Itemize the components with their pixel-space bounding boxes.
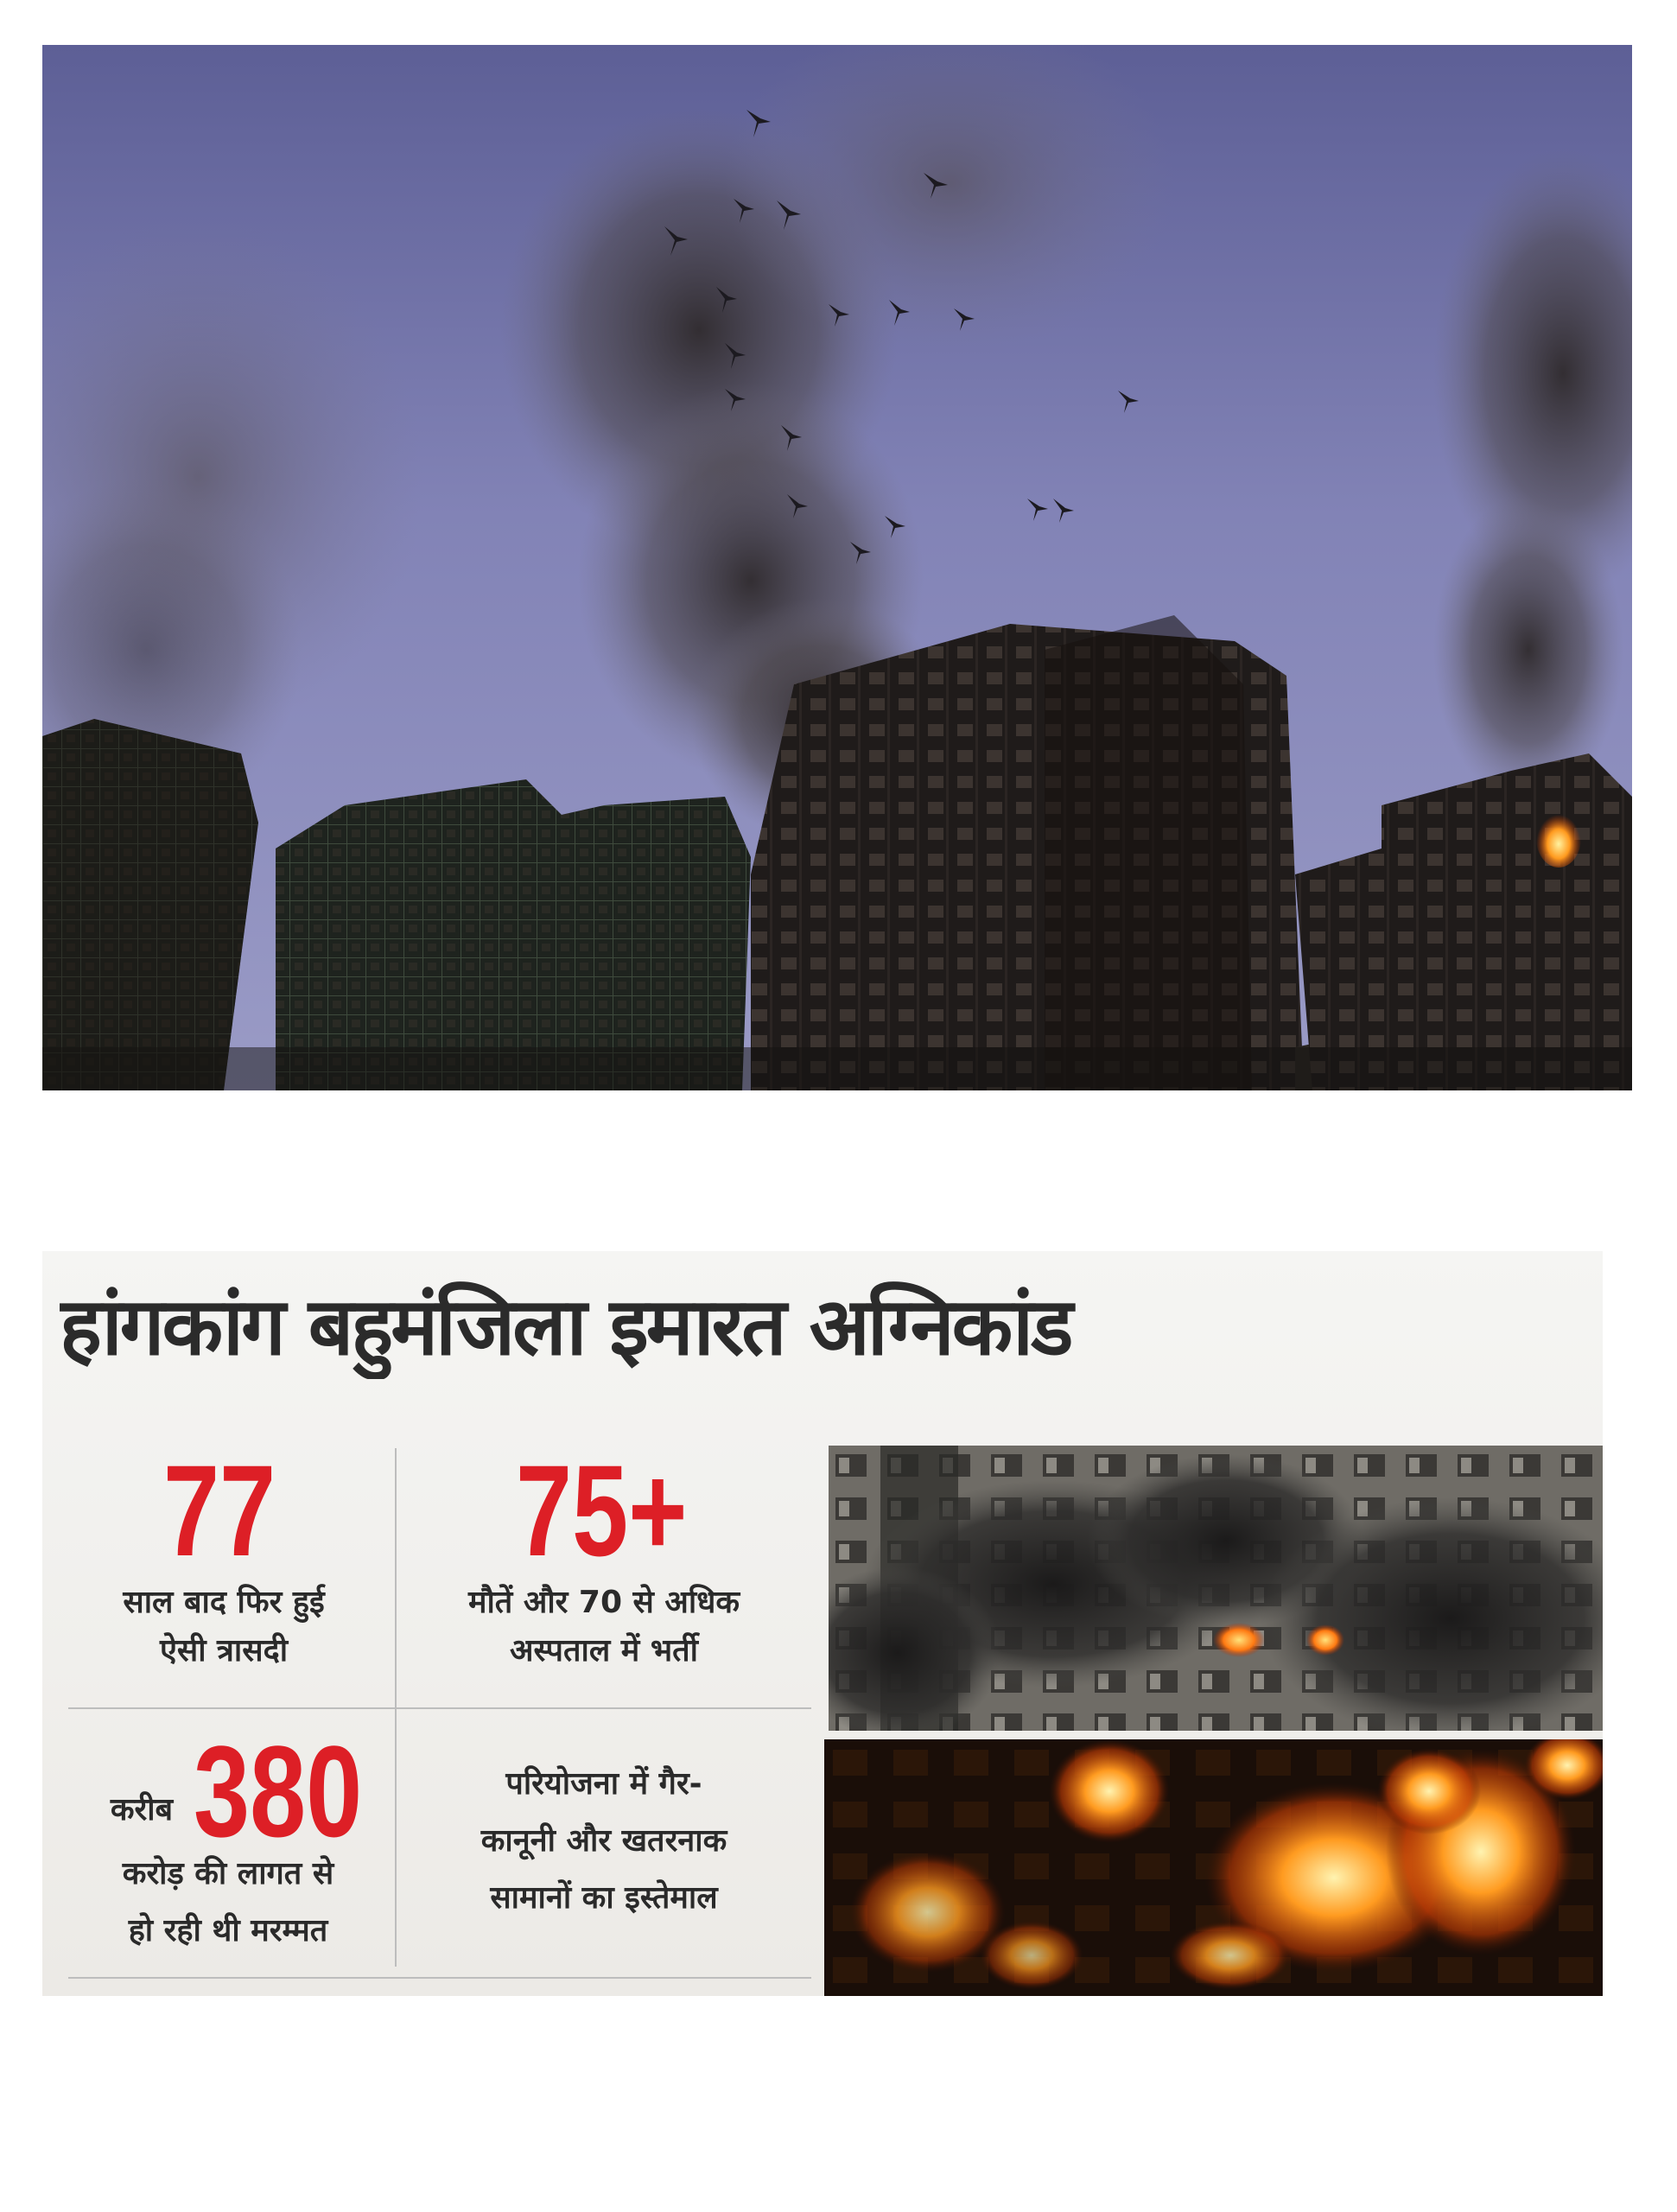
stat-years-value: 77: [163, 1438, 276, 1583]
stat-materials-line1: परियोजना में गैर-: [505, 1766, 702, 1802]
stat-cost-line1: करोड़ की लागत से: [122, 1856, 334, 1891]
stat-years-line2: ऐसी त्रासदी: [159, 1633, 289, 1669]
top-photo-burning-towers: [42, 45, 1632, 1090]
stat-deaths-line1: मौतें और 70 से अधिक: [467, 1585, 740, 1620]
stat-materials-line3: सामानों का इस्तेमाल: [490, 1880, 718, 1916]
window-fire: [1536, 809, 1581, 868]
stat-deaths-value: 75+: [516, 1438, 688, 1583]
fire-photo-smoke: [829, 1446, 1603, 1731]
stat-deaths-line2: अस्पताल में भर्ती: [510, 1633, 698, 1669]
stat-cost-value: 380: [194, 1719, 363, 1864]
stat-cost-prefix: करीब: [110, 1792, 174, 1827]
stat-materials-line2: कानूनी और खतरनाक: [480, 1823, 727, 1859]
stat-cost-line2: हो रही थी मरम्मत: [128, 1913, 328, 1948]
fire-photo-flames: [824, 1739, 1603, 1996]
divider-horizontal-middle: [68, 1707, 811, 1709]
infographic-title: हांगकांग बहुमंजिला इमारत अग्निकांड: [60, 1281, 1071, 1373]
infographic-card: [42, 1251, 1603, 1996]
divider-horizontal-bottom: [68, 1977, 811, 1979]
stat-years-line1: साल बाद फिर हुई: [123, 1585, 325, 1620]
